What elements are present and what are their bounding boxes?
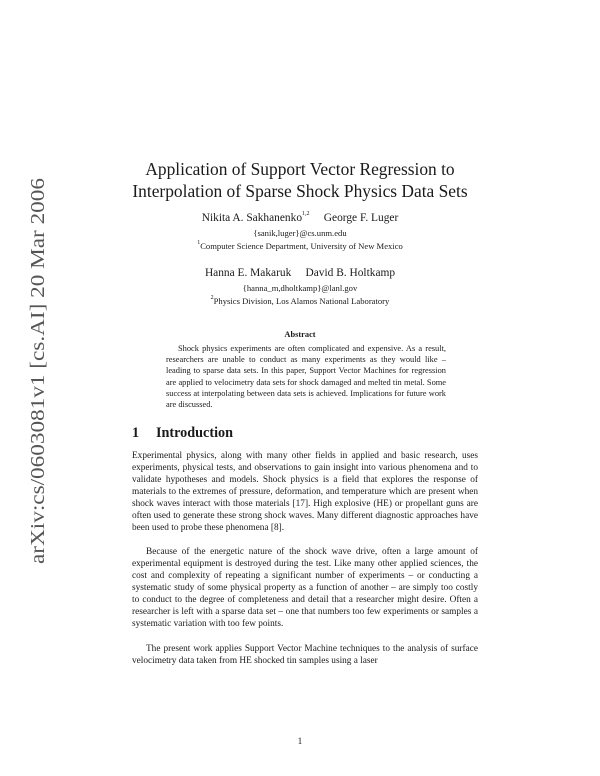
section-heading — [132, 425, 233, 442]
author-1-affil-marks: 1,2 — [302, 211, 310, 217]
affiliation-1-mark: 1 — [197, 240, 201, 246]
author-name-1: Nikita A. Sakhanenko — [201, 212, 303, 224]
author-email-2: {hanna_m,dholtkamp}@lanl.gov — [242, 283, 358, 293]
author-line-2: Hanna E. Makaruk David B. Holtkamp — [204, 267, 396, 279]
affiliation-2 — [0, 296, 600, 306]
affiliation-2-mark: 2 — [210, 295, 214, 301]
page-number: 1 — [297, 737, 303, 747]
affiliation-1 — [0, 241, 600, 251]
section-title: Introduction — [156, 425, 233, 441]
title-line-2: Interpolation of Sparse Shock Physics Data Sets — [132, 181, 468, 201]
author-line-1 — [0, 212, 600, 224]
affiliation-2-text: Physics Division, Los Alamos National Laboratory — [213, 296, 390, 306]
section-number: 1 — [132, 425, 140, 441]
title-line-1: Application of Support Vector Regression to — [145, 159, 455, 179]
affiliation-1-text: Computer Science Department, University of New Mexico — [200, 241, 403, 251]
body-paragraph-2: Because of the energetic nature of the shock wave drive, often a large amount of experimental equipment is destroyed during the test. Like many other applied sciences, the cost and complexity of repeating a significant number of experiments – or conducting a systematic study of some physical property as a function of another – are simply too costly to conduct to the degree of completeness and detail that a researcher might desire. Often a researcher is left with a sparse data set – one that numbers too few experiments or samples a systematic variation with too few points. — [132, 547, 478, 629]
author-name-2: George F. Luger — [323, 212, 399, 224]
arxiv-identifier-text: arXiv:cs/0603081v1 [cs.AI] 20 Mar 2006 — [28, 239, 49, 564]
author-email-1: {sanik,luger}@cs.unm.edu — [253, 228, 347, 238]
body-paragraph-1: Experimental physics, along with many other fields in applied and basic research, uses experiments, physical tests, and observations to gain insight into various phenomena and to validate hypotheses and models. Shock physics is a field that explores the response of materials to the extremes of pressure, deformation, and temperature which are present when shock waves interact with those materials [17]. High explosive (HE) or propellant guns are often used to generate these strong shock waves. Many different diagnostic approaches have been used to probe these phenomena [8]. — [132, 451, 478, 533]
abstract-heading: Abstract — [284, 330, 316, 339]
abstract-text: Shock physics experiments are often complicated and expensive. As a result, researchers are unable to conduct as many experiments as they would like – leading to sparse data sets. In this paper, Support Vector Machines for regression are applied to velocimetry data sets for shock damaged and melted tin metal. Some success at interpolating between data sets is achieved. Implications for future work are discussed. — [166, 344, 446, 410]
body-paragraph-3: The present work applies Support Vector Machine techniques to the analysis of surface velocimetry data taken from HE shocked tin samples using a laser — [132, 644, 478, 666]
paper-title — [0, 158, 600, 202]
